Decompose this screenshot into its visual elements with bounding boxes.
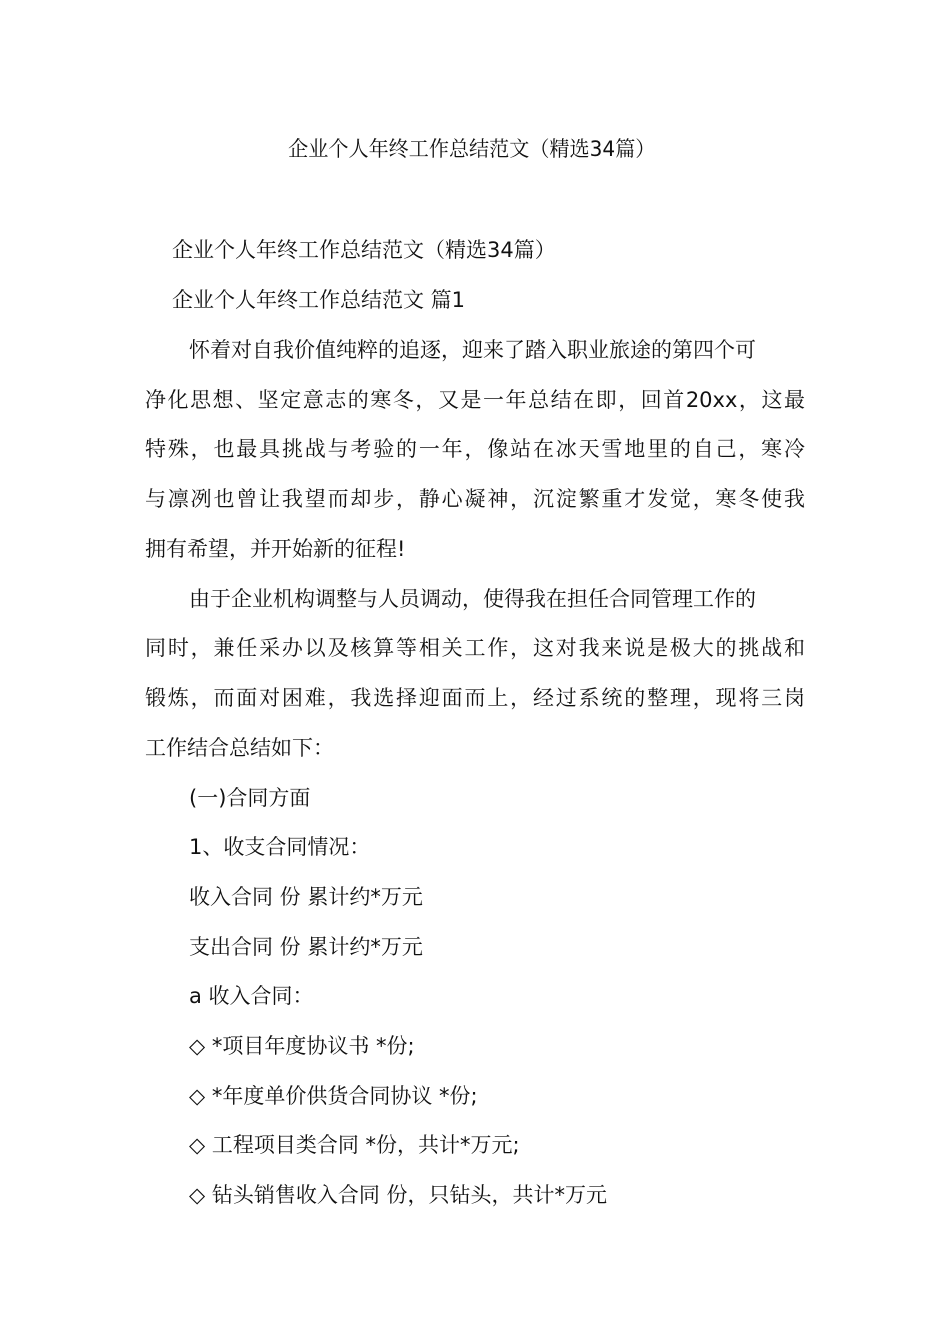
expense-contracts-summary: 支出合同 份 累计约*万元 (189, 935, 423, 959)
section-heading: 企业个人年终工作总结范文 篇1 (172, 288, 466, 312)
paragraph2-line2: 同时，兼任采办以及核算等相关工作，这对我来说是极大的挑战和 (145, 636, 805, 660)
paragraph1-line1: 怀着对自我价值纯粹的追逐，迎来了踏入职业旅途的第四个可 (189, 338, 756, 362)
income-contracts-summary: 收入合同 份 累计约*万元 (189, 885, 423, 909)
paragraph2-line3: 锻炼，而面对困难，我选择迎面而上，经过系统的整理，现将三岗 (145, 686, 805, 710)
paragraph1-line5: 拥有希望，并开始新的征程! (145, 537, 406, 561)
list-item: ◇ *项目年度协议书 *份; (189, 1034, 415, 1058)
document-title: 企业个人年终工作总结范文（精选34篇） (288, 137, 656, 161)
list-item: ◇ 工程项目类合同 *份，共计*万元; (189, 1133, 520, 1157)
paragraph2-line4: 工作结合总结如下： (145, 736, 334, 760)
paragraph2-line1: 由于企业机构调整与人员调动，使得我在担任合同管理工作的 (189, 587, 756, 611)
paragraph1-line2: 净化思想、坚定意志的寒冬，又是一年总结在即，回首20xx，这最 (145, 388, 805, 412)
contract-status-heading: 1、收支合同情况： (189, 835, 371, 859)
list-item: ◇ *年度单价供货合同协议 *份; (189, 1084, 478, 1108)
income-contracts-label: a 收入合同： (189, 984, 314, 1008)
list-item: ◇ 钻头销售收入合同 份，只钻头，共计*万元 (189, 1183, 607, 1207)
paragraph1-line3: 特殊，也最具挑战与考验的一年，像站在冰天雪地里的自己，寒冷 (145, 437, 805, 461)
document-subtitle: 企业个人年终工作总结范文（精选34篇） (172, 238, 556, 262)
contract-section-heading: (一)合同方面 (189, 786, 311, 810)
paragraph1-line4: 与凛冽也曾让我望而却步，静心凝神，沉淀繁重才发觉，寒冬使我 (145, 487, 805, 511)
